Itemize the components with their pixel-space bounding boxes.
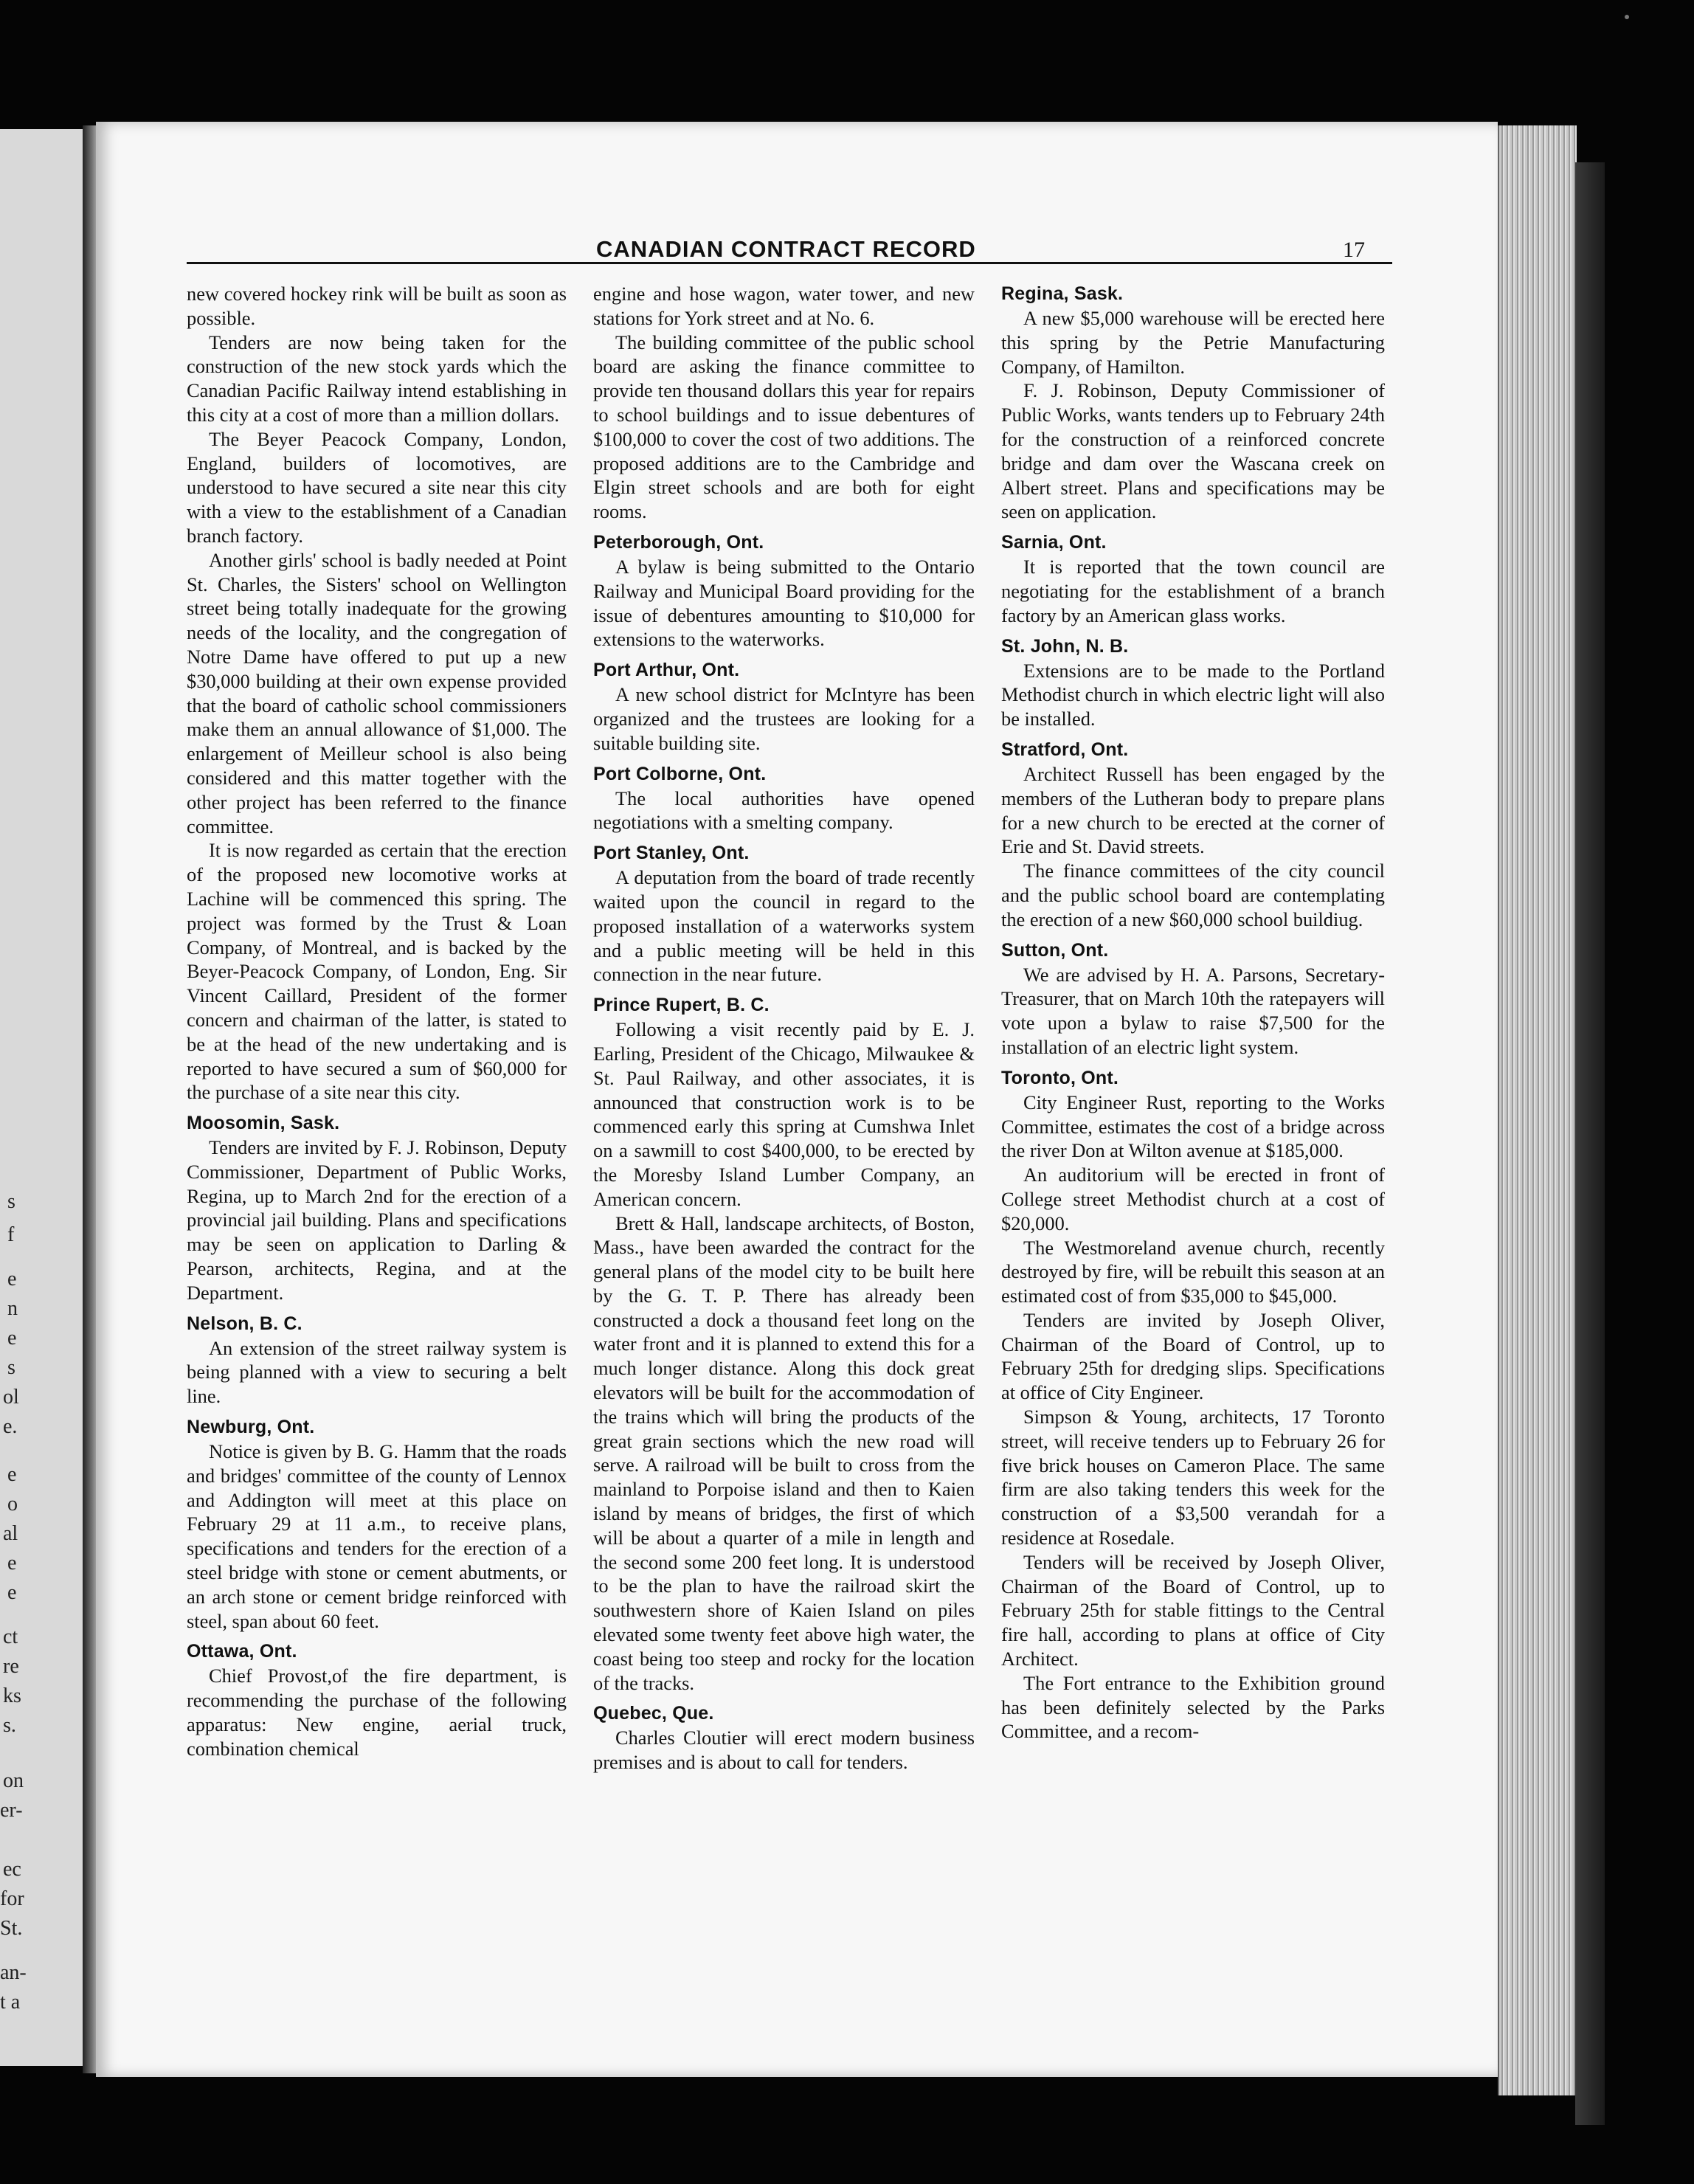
section-heading: Ottawa, Ont. — [187, 1641, 297, 1662]
left-page-text-fragment: for — [0, 1887, 24, 1910]
article-paragraph: City Engineer Rust, reporting to the Works Committee, estimates the cost of a bridge across the river Don at Wilton avenue at $185,000. — [1001, 1091, 1385, 1162]
section-heading: Sutton, Ont. — [1001, 939, 1109, 961]
article-paragraph: A new school district for McIntyre has been organized and the trustees are looking for a suitable building site. — [593, 683, 975, 754]
left-page-text-fragment: s — [7, 1356, 15, 1379]
article-paragraph: Chief Provost,of the fire department, is recommending the purchase of the following apparatus: New engine, aerial truck, combination chemical — [187, 1665, 567, 1760]
section-heading: Moosomin, Sask. — [187, 1113, 340, 1134]
text-column-1 — [187, 282, 567, 1761]
left-page-text-fragment: e — [7, 1581, 17, 1604]
left-page-text-fragment: e — [7, 1463, 17, 1486]
left-page-text-fragment: an- — [0, 1961, 27, 1984]
article-paragraph: Extensions are to be made to the Portland Methodist church in which electric light will also be installed. — [1001, 659, 1385, 730]
section-heading: Toronto, Ont. — [1001, 1067, 1119, 1088]
section-heading: Sarnia, Ont. — [1001, 532, 1107, 553]
section-heading: St. John, N. B. — [1001, 635, 1129, 657]
article-paragraph: The Beyer Peacock Company, London, England, builders of locomotives, are understood to have secured a site near this city with a view to the establishment of a Canadian branch factory. — [187, 427, 567, 547]
article-paragraph: The building committee of the public school board are asking the finance committee to provide ten thousand dollars this year for repairs to school buildings and to issue debentures of $100,000 to cover the cost of two additions. The proposed additions are to the Cambridge and Elgin street schools and are both for eight rooms. — [593, 331, 975, 523]
article-paragraph: Notice is given by B. G. Hamm that the roads and bridges' committee of the county of Lennox and Addington will meet at this place on February 29 at 11 a.m., to receive plans, specifications and tenders for the erection of a steel bridge with stone or cement abutments, or an arch stone or cement bridge reinforced with steel, span about 60 feet. — [187, 1440, 567, 1632]
article-paragraph: The local authorities have opened negotiations with a smelting company. — [593, 787, 975, 834]
section-heading: Regina, Sask. — [1001, 283, 1124, 304]
left-page-text-fragment: re — [3, 1655, 19, 1678]
page-edges — [1498, 125, 1577, 2095]
text-column-3 — [1001, 282, 1385, 1744]
left-page-text-fragment: ol — [3, 1386, 19, 1409]
left-page-text-fragment: e. — [3, 1415, 18, 1438]
article-paragraph: A bylaw is being submitted to the Ontario Railway and Municipal Board providing for the issue of debentures amounting to $10,000 for extensions to the waterworks. — [593, 555, 975, 651]
article-paragraph: Tenders are now being taken for the construction of the new stock yards which the Canadian Pacific Railway intend establishing in this city at a cost of more than a million dollars. — [187, 331, 567, 426]
left-page-text-fragment: e — [7, 1327, 17, 1350]
book-cover-edge — [1575, 162, 1605, 2125]
section-heading: Quebec, Que. — [593, 1703, 714, 1724]
left-page-text-fragment: s — [7, 1190, 15, 1213]
article-paragraph: Tenders are invited by F. J. Robinson, Deputy Commissioner, Department of Public Works, Regina, up to March 2nd for the erection of a provincial jail building. Plans and specifications may be seen on application to Darling & Pearson, architects, Regina, and at the Department. — [187, 1136, 567, 1304]
section-heading: Port Stanley, Ont. — [593, 843, 750, 864]
left-facing-page — [0, 129, 87, 2066]
running-head-title: CANADIAN CONTRACT RECORD — [596, 236, 976, 262]
header-rule — [187, 262, 1392, 264]
text-column-2 — [593, 282, 975, 1774]
article-paragraph: The Fort entrance to the Exhibition ground has been definitely selected by the Parks Committee, and a recom- — [1001, 1671, 1385, 1743]
article-paragraph: It is now regarded as certain that the erection of the proposed new locomotive works at Lachine will be commenced this spring. The project was formed by the Trust & Loan Company, of Montreal, and is backed by the Beyer-Peacock Company, of London, Eng. Sir Vincent Caillard, President of the former concern and chairman of the latter, is stated to be at the head of the new undertaking and is reported to have secured a sum of $60,000 for the purchase of a site near this city. — [187, 839, 567, 1104]
section-heading: Port Arthur, Ont. — [593, 660, 740, 681]
left-page-text-fragment: er- — [0, 1799, 23, 1822]
section-heading: Newburg, Ont. — [187, 1417, 315, 1438]
page-number: 17 — [1343, 238, 1365, 262]
article-paragraph: F. J. Robinson, Deputy Commissioner of Public Works, wants tenders up to February 24th for the construction of a reinforced concrete bridge and dam over the Wascana creek on Albert street. Plans and specifications may be seen on application. — [1001, 379, 1385, 523]
left-page-text-fragment: o — [7, 1493, 18, 1516]
article-paragraph: A deputation from the board of trade recently waited upon the council in regard to the proposed installation of a waterworks system and a public meeting will be held in this connection in the near future. — [593, 866, 975, 986]
left-page-text-fragment: al — [3, 1522, 18, 1545]
article-paragraph: An auditorium will be erected in front of College street Methodist church at a cost of $20,000. — [1001, 1164, 1385, 1234]
article-paragraph: Tenders will be received by Joseph Oliver, Chairman of the Board of Control, up to February 25th for stable fittings to the Central fire hall, according to plans at office of City Architect. — [1001, 1550, 1385, 1670]
article-paragraph: new covered hockey rink will be built as soon as possible. — [187, 283, 567, 329]
section-heading: Prince Rupert, B. C. — [593, 995, 770, 1016]
article-paragraph: engine and hose wagon, water tower, and new stations for York street and at No. 6. — [593, 283, 975, 329]
article-paragraph: Simpson & Young, architects, 17 Toronto street, will receive tenders up to February 26 for five brick houses on Cameron Place. The same firm are also taking tenders this week for the construction of a $3,500 verandah for a residence at Rosedale. — [1001, 1406, 1385, 1549]
article-paragraph: Following a visit recently paid by E. J. Earling, President of the Chicago, Milwaukee & St. Paul Railway, and other associates, it is announced that construction work is to be commenced early this spring at Cumshwa Inlet on a sawmill to cost $400,000, to be erected by the Moresby Island Lumber Company, an American concern. — [593, 1018, 975, 1210]
article-paragraph: Another girls' school is badly needed at Point St. Charles, the Sisters' school on Wellington street being totally inadequate for the growing needs of the locality, and the congregation of Notre Dame have offered to put up a new $30,000 building at their own expense provided that the board of catholic school commissioners make them an annual allowance of $1,000. The enlargement of Meilleur school is also being considered and this matter together with the other project has been referred to the finance committee. — [187, 548, 567, 837]
article-paragraph: It is reported that the town council are negotiating for the establishment of a branch factory by an American glass works. — [1001, 556, 1385, 626]
left-page-text-fragment: t a — [0, 1991, 21, 2014]
left-page-text-fragment: f — [7, 1223, 15, 1246]
dust-speck — [1625, 15, 1629, 19]
left-page-text-fragment: St. — [0, 1917, 23, 1940]
left-page-text-fragment: e — [7, 1268, 17, 1290]
section-heading: Stratford, Ont. — [1001, 739, 1129, 760]
section-heading: Port Colborne, Ont. — [593, 763, 767, 784]
article-paragraph: An extension of the street railway system is being planned with a view to securing a belt line. — [187, 1336, 567, 1408]
left-page-text-fragment: ec — [3, 1858, 21, 1881]
article-paragraph: Architect Russell has been engaged by the members of the Lutheran body to prepare plans for a new church to be erected at the corner of Erie and St. David streets. — [1001, 762, 1385, 858]
left-page-text-fragment: e — [7, 1552, 17, 1575]
left-page-text-fragment: on — [3, 1769, 24, 1792]
article-paragraph: The Westmoreland avenue church, recently destroyed by fire, will be rebuilt this season at an estimated cost of from $35,000 to $45,000. — [1001, 1236, 1385, 1307]
left-page-text-fragment: ks — [3, 1684, 21, 1707]
left-page-text-fragment: ct — [3, 1625, 18, 1648]
left-page-text-fragment: s. — [3, 1714, 16, 1737]
article-paragraph: The finance committees of the city council and the public school board are contemplating the erection of a new $60,000 school buildiug. — [1001, 860, 1385, 930]
article-paragraph: Charles Cloutier will erect modern business premises and is about to call for tenders. — [593, 1727, 975, 1774]
section-heading: Nelson, B. C. — [187, 1313, 302, 1334]
article-paragraph: Brett & Hall, landscape architects, of Boston, Mass., have been awarded the contract for the general plans of the model city to be built here by the G. T. P. There has already been constructed a dock a thousand feet long on the water front and it is planned to extend this for a much longer distance. Along this dock great elevators will be built for the accommodation of the trains which will bring the products of the great grain sections which the new road will serve. A railroad will be built to cross from the mainland to Porpoise island and then to Kaien island by means of bridges, the first of which will be about a quarter of a mile in length and the second some 200 feet long. It is understood to be the plan to have the railroad skirt the southwestern shore of Kaien Island on piles elevated some twenty feet above high water, the coast being too steep and rocky for the location of the tracks. — [593, 1212, 975, 1694]
section-heading: Peterborough, Ont. — [593, 531, 764, 553]
article-paragraph: A new $5,000 warehouse will be erected here this spring by the Petrie Manufacturing Company, of Hamilton. — [1001, 307, 1385, 378]
article-paragraph: We are advised by H. A. Parsons, Secretary-Treasurer, that on March 10th the ratepayers will vote upon a bylaw to raise $7,500 for the installation of an electric light system. — [1001, 963, 1385, 1058]
left-page-text-fragment: n — [7, 1297, 18, 1320]
article-paragraph: Tenders are invited by Joseph Oliver, Chairman of the Board of Control, up to February 25th for dredging slips. Specifications at office of City Engineer. — [1001, 1308, 1385, 1404]
